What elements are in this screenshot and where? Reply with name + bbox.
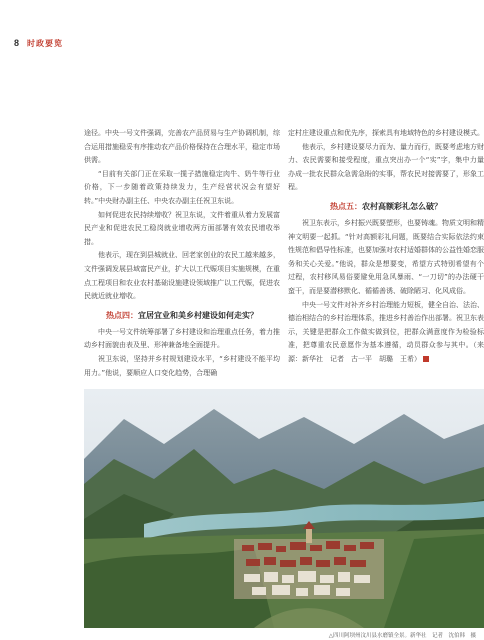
paragraph: “目前有关部门正在采取一揽子措施稳定肉牛、奶牛等行业价格，下一步随着政策持续发力，生产经营状况会有望好转。”中央财办副主任、中央农办副主任祝卫东说。 bbox=[84, 169, 280, 205]
right-column bbox=[288, 127, 484, 367]
heading-text: 宜居宜业和美乡村建设如何走实？ bbox=[138, 310, 258, 320]
left-column bbox=[84, 127, 280, 380]
paragraph: 如何促进农民持续增收？祝卫东说，文件着重从着力发展富民产业和促进农民工稳岗就业增收两方面部署有效农民增收举措。 bbox=[84, 210, 280, 246]
paragraph bbox=[288, 299, 484, 367]
town-aerial-photo bbox=[84, 389, 484, 628]
page-header bbox=[14, 36, 63, 50]
paragraph: 祝卫东表示，乡村振兴既要塑形，也要铸魂。物质文明和精神文明要一起抓。“针对高额彩礼问题，既要结合实际依法约束性规范和倡导性标准，也要加强对农村适婚群体的公益性婚恋服务和关心关爱。”他说，群众是想要变，希望方式特别希望有个过程，农村移风易俗要避免用急风暴雨、“一刀切”的办法硬干蛮干，而是要潜移默化、循循善诱、破除陋习、化风成俗。 bbox=[288, 218, 484, 295]
heading-label: 热点五： bbox=[330, 201, 362, 211]
photo-caption-text: △四川阿坝州汶川县水磨镇全景。新华社 记者 沈伯韩 摄 bbox=[328, 633, 476, 639]
paragraph: 定村庄建设重点和优先序，探索具有地域特色的乡村建设模式。 bbox=[288, 129, 484, 137]
page-number: 8 bbox=[14, 38, 20, 48]
paragraph: 他表示，现在到县城就业、回老家创业的农民工越来越多，文件强调发展县域富民产业，扩大以工代赈项目实施规模，在重点工程项目和农业农村基础设施建设领域推广以工代赈，促进农民就近就业增收。 bbox=[84, 251, 280, 301]
end-mark-icon bbox=[423, 356, 429, 362]
paragraph: 中央一号文件统筹部署了乡村建设和治理重点任务，着力推动乡村面貌由表及里、形神兼备地全面提升。 bbox=[84, 327, 280, 350]
heading-label: 热点四： bbox=[106, 310, 138, 320]
section-title: 时政要览 bbox=[27, 38, 64, 48]
paragraph-text: 中央一号文件对补齐乡村治理能力短板，健全自治、法治、德治相结合的乡村治理体系，推进乡村善治作出部署。祝卫东表示，关键是把群众工作做实做到位，把群众满意度作为检验标准，把尊重农民意愿作为基本遵循，动员群众参与其中。 bbox=[288, 300, 484, 350]
paragraph: 祝卫东说，坚持并乡村规划建设水平，“乡村建设不能平均用力。”他说，要顺应人口变化趋势，合理确 bbox=[84, 354, 280, 377]
landscape-illustration bbox=[84, 389, 484, 628]
heading-text: 农村高额彩礼怎么破？ bbox=[362, 201, 442, 211]
byline: （来源：新华社 记者 古一平 胡璐 王希） bbox=[288, 341, 484, 363]
paragraph: 他表示，乡村建设要尽力而为、量力而行，既要考虑地方财力、农民需要和接受程度，重点突出办一个“实”字，集中力量办成一批农民群众急需急盼的实事，帮农民对接需要了，形象工程。 bbox=[288, 142, 484, 192]
section-heading bbox=[84, 309, 280, 323]
section-heading bbox=[288, 200, 484, 214]
photo-caption bbox=[329, 631, 476, 639]
paragraph: 途径。中央一号文件强调，完善农产品贸易与生产协调机制，综合运用措施稳妥有序推动农产品价格保持在合理水平，稳定市场供需。 bbox=[84, 129, 280, 165]
